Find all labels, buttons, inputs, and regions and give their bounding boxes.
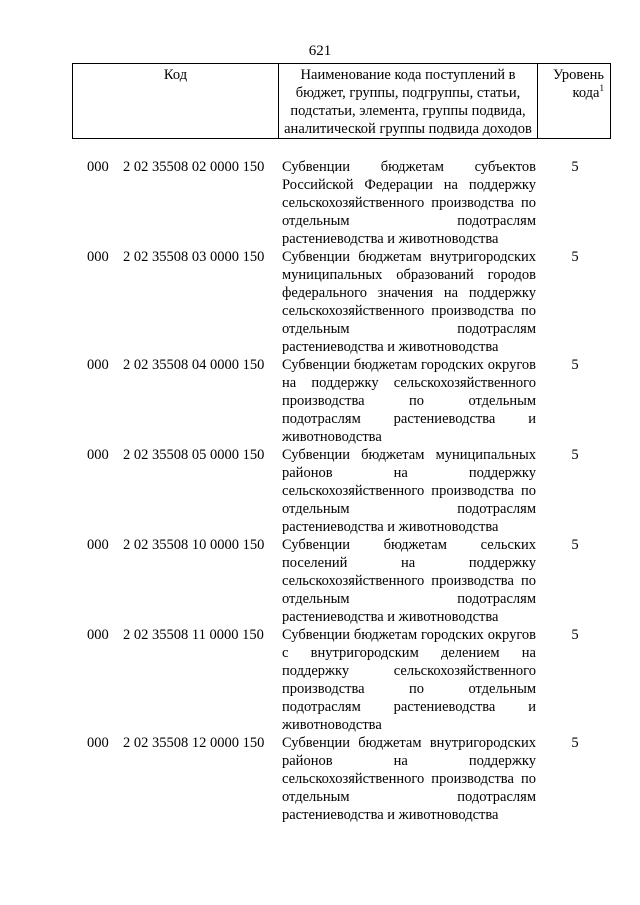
code-level: 5 [571,447,579,463]
admin-code: 000 [87,447,109,463]
revenue-name: Субвенции бюджетам внутригородских муниципальных образований городов федерального значения на поддержку сельскохозяйственного производства по отдельным подотраслям растениеводства и животноводства [282,249,536,355]
admin-code: 000 [87,357,109,373]
code-level: 5 [571,249,579,265]
code-level: 5 [571,357,579,373]
table-row [72,626,611,734]
revenue-name: Субвенции бюджетам субъектов Российской Федерации на поддержку сельскохозяйственного производства по отдельным подотраслям растениеводства и животноводства [282,159,536,247]
table-body [72,158,611,824]
admin-code: 000 [87,249,109,265]
revenue-name: Субвенции бюджетам сельских поселений на поддержку сельскохозяйственного производства по отдельным подотраслям растениеводства и животноводства [282,537,536,625]
header-level: Уровень кода [552,67,604,101]
code-level: 5 [571,537,579,553]
footnote-marker: 1 [599,83,604,94]
revenue-code: 2 02 35508 10 0000 150 [123,537,265,553]
code-level: 5 [571,627,579,643]
header-name: Наименование кода поступлений в бюджет, группы, подгруппы, статьи, подстатьи, элемента, группы подвида, аналитической группы подвида доходов [279,64,538,138]
revenue-name: Субвенции бюджетам городских округов с внутригородским делением на поддержку сельскохозяйственного производства по отдельным подотраслям растениеводства и животноводства [282,627,536,733]
revenue-code: 2 02 35508 12 0000 150 [123,735,265,751]
revenue-code: 2 02 35508 04 0000 150 [123,357,265,373]
admin-code: 000 [87,627,109,643]
revenue-name: Субвенции бюджетам муниципальных районов на поддержку сельскохозяйственного производства по отдельным подотраслям растениеводства и животноводства [282,447,536,535]
table-row [72,446,611,536]
code-level: 5 [571,735,579,751]
admin-code: 000 [87,537,109,553]
header-code: Код [73,64,279,138]
table-row [72,158,611,248]
page-number: 621 [308,43,332,59]
admin-code: 000 [87,159,109,175]
header-level-cell [538,64,610,138]
table-row [72,536,611,626]
revenue-name: Субвенции бюджетам городских округов на поддержку сельскохозяйственного производства по отдельным подотраслям растениеводства и животноводства [282,357,536,445]
revenue-code: 2 02 35508 02 0000 150 [123,159,265,175]
revenue-code: 2 02 35508 03 0000 150 [123,249,265,265]
table-row [72,248,611,356]
table-row [72,356,611,446]
revenue-name: Субвенции бюджетам внутригородских районов на поддержку сельскохозяйственного производства по отдельным подотраслям растениеводства и животноводства [282,735,536,823]
code-level: 5 [571,159,579,175]
revenue-code: 2 02 35508 05 0000 150 [123,447,265,463]
revenue-code: 2 02 35508 11 0000 150 [123,627,264,643]
table-header [72,63,611,139]
admin-code: 000 [87,735,109,751]
table-row [72,734,611,824]
